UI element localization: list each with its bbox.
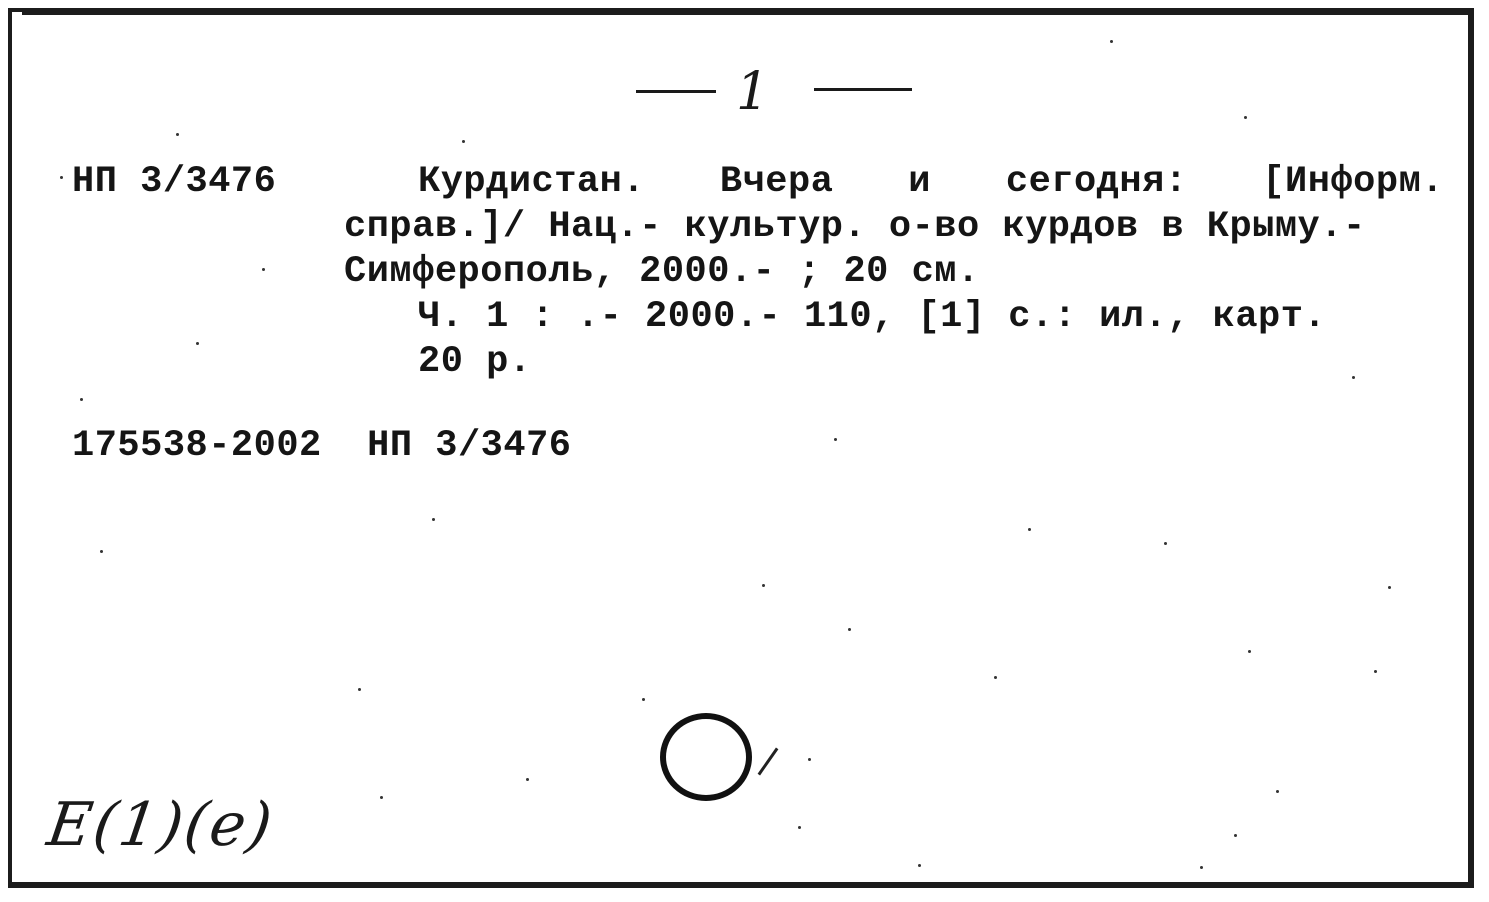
card-top-border — [22, 12, 1468, 15]
speck — [176, 133, 179, 136]
description-line-1 — [344, 160, 1444, 205]
speck — [60, 176, 63, 179]
page-marker-left-dash — [636, 90, 716, 93]
speck — [1244, 116, 1247, 119]
call-number: НП 3/3476 — [72, 161, 277, 203]
speck — [526, 778, 529, 781]
handwritten-shelf-code: E(1)(e) — [43, 790, 279, 860]
speck — [848, 628, 851, 631]
speck — [432, 518, 435, 521]
speck — [1374, 670, 1377, 673]
speck — [1028, 528, 1031, 531]
volume-line-1: Ч. 1 : .- 2000.- 110, [1] с.: ил., карт. — [418, 296, 1327, 338]
speck — [918, 864, 921, 867]
speck — [762, 584, 765, 587]
card-punch-hole — [660, 713, 752, 801]
speck — [1352, 376, 1355, 379]
speck — [1164, 542, 1167, 545]
speck — [834, 438, 837, 441]
speck — [1234, 834, 1237, 837]
speck — [462, 140, 465, 143]
speck — [196, 342, 199, 345]
speck — [1200, 866, 1203, 869]
volume-line-2: 20 р. — [418, 341, 532, 383]
description-line-3: Симферополь, 2000.- ; 20 см. — [344, 251, 980, 293]
speck — [1276, 790, 1279, 793]
speck — [642, 698, 645, 701]
speck — [380, 796, 383, 799]
inventory-line: 175538-2002 НП 3/3476 — [72, 425, 572, 467]
speck — [808, 758, 811, 761]
speck — [358, 688, 361, 691]
bibliographic-entry — [344, 160, 1444, 385]
description-line-1-text: Курдистан. Вчера и сегодня: [Информ. — [418, 161, 1444, 203]
speck — [1248, 650, 1251, 653]
speck — [1110, 40, 1113, 43]
description-line-2: справ.]/ Нац.- культур. о-во курдов в Крыму.- — [344, 206, 1366, 248]
speck — [1388, 586, 1391, 589]
page-marker — [628, 62, 928, 132]
speck — [262, 268, 265, 271]
speck — [100, 550, 103, 553]
speck — [80, 398, 83, 401]
speck — [994, 676, 997, 679]
page-number: 1 — [736, 62, 770, 122]
page-marker-right-dash — [814, 88, 912, 91]
speck — [798, 826, 801, 829]
